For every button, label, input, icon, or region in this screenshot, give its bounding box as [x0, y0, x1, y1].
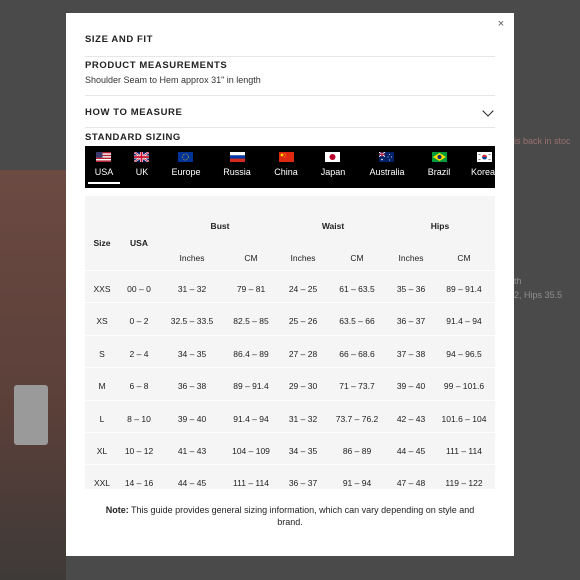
row-divider — [85, 270, 495, 271]
size-cell: XXL — [93, 478, 111, 489]
country-tab-usa[interactable] — [85, 146, 123, 188]
country-tab-brazil[interactable] — [419, 146, 459, 188]
russia-flag-icon — [230, 152, 245, 162]
table-cell: 6 – 8 — [129, 381, 149, 392]
table-cell: 44 – 45 — [177, 478, 207, 489]
unit-header: Inches — [398, 253, 424, 263]
table-cell: 41 – 43 — [177, 446, 207, 456]
country-label: Europe — [171, 167, 201, 177]
country-tab-russia[interactable] — [213, 146, 261, 188]
table-cell: 79 – 81 — [236, 284, 266, 294]
table-cell: 0 – 2 — [129, 316, 149, 327]
country-tab-china[interactable] — [263, 146, 309, 188]
note-text: This guide provides general sizing information, which can vary depending on style and brand. — [128, 505, 475, 527]
background-length-text: th — [514, 276, 522, 286]
active-underline — [88, 182, 120, 184]
table-cell: 36 – 38 — [177, 381, 207, 392]
table-cell: 99 – 101.6 — [443, 381, 485, 392]
row-divider — [85, 302, 495, 303]
size-cell: XXS — [93, 284, 111, 294]
hips-group-header: Hips — [430, 221, 450, 231]
table-cell: 31 – 32 — [288, 413, 318, 424]
country-tab-australia[interactable] — [359, 146, 415, 188]
note-label: Note: — [105, 505, 129, 515]
table-cell: 25 – 26 — [288, 316, 318, 327]
table-cell: 36 – 37 — [396, 316, 426, 327]
waist-group-header: Waist — [321, 221, 345, 231]
country-label: Australia — [369, 167, 405, 177]
table-cell: 86 – 89 — [342, 446, 372, 456]
table-cell: 39 – 40 — [396, 381, 426, 392]
table-cell: 29 – 30 — [288, 381, 318, 392]
table-cell: 42 – 43 — [396, 413, 426, 424]
table-cell: 35 – 36 — [396, 284, 426, 294]
usa-flag-icon — [96, 152, 111, 162]
country-tab-japan[interactable] — [311, 146, 355, 188]
korea-flag-icon — [477, 152, 492, 162]
table-cell: 86.4 – 89 — [233, 348, 269, 359]
country-label: Korea — [471, 167, 495, 177]
table-cell: 34 – 35 — [177, 348, 207, 359]
table-cell: 00 – 0 — [127, 284, 151, 294]
table-cell: 104 – 109 — [232, 446, 270, 456]
country-selector — [85, 146, 495, 188]
table-cell: 27 – 28 — [288, 348, 318, 359]
table-cell: 31 – 32 — [177, 284, 207, 294]
table-cell: 14 – 16 — [124, 478, 154, 489]
unit-header: Inches — [179, 253, 205, 263]
size-column-header: Size — [93, 238, 111, 248]
table-cell: 24 – 25 — [288, 284, 318, 294]
row-divider — [85, 432, 495, 433]
divider — [85, 56, 495, 57]
table-cell: 89 – 91.4 — [446, 284, 482, 294]
table-cell: 101.6 – 104 — [441, 413, 487, 424]
table-cell: 91.4 – 94 — [446, 316, 482, 327]
row-divider — [85, 464, 495, 465]
country-tab-korea[interactable] — [465, 146, 495, 188]
table-cell: 91 – 94 — [342, 478, 372, 489]
close-icon[interactable]: × — [497, 18, 505, 30]
uk-flag-icon — [134, 152, 149, 162]
size-cell: XL — [96, 446, 108, 456]
country-label: Russia — [223, 167, 251, 177]
how-to-measure-toggle[interactable] — [85, 107, 495, 118]
table-cell: 94 – 96.5 — [446, 348, 482, 359]
table-cell: 2 – 4 — [129, 348, 149, 359]
row-divider — [85, 335, 495, 336]
table-cell: 39 – 40 — [177, 413, 207, 424]
row-divider — [85, 400, 495, 401]
table-cell: 10 – 12 — [124, 446, 154, 456]
country-tab-uk[interactable] — [123, 146, 161, 188]
country-label: UK — [135, 167, 149, 177]
table-cell: 47 – 48 — [396, 478, 426, 489]
table-cell: 111 – 114 — [446, 446, 482, 456]
size-cell: L — [99, 413, 105, 424]
table-cell: 91.4 – 94 — [233, 413, 269, 424]
background-bag-image — [14, 385, 48, 445]
table-cell: 63.5 – 66 — [339, 316, 375, 327]
eu-flag-icon — [178, 152, 193, 162]
table-cell: 66 – 68.6 — [339, 348, 375, 359]
usa-column-header: USA — [130, 238, 148, 248]
divider — [85, 127, 495, 128]
country-label: Japan — [320, 167, 346, 177]
size-cell: M — [98, 381, 106, 392]
unit-header: CM — [350, 253, 364, 263]
size-fit-modal — [66, 13, 514, 556]
table-cell: 71 – 73.7 — [339, 381, 375, 392]
bust-group-header: Bust — [210, 221, 230, 231]
table-cell: 89 – 91.4 — [233, 381, 269, 392]
sizing-note — [94, 504, 486, 528]
modal-title: SIZE AND FIT — [85, 34, 154, 45]
table-cell: 37 – 38 — [396, 348, 426, 359]
unit-header: Inches — [290, 253, 316, 263]
japan-flag-icon — [325, 152, 340, 162]
size-table — [85, 196, 495, 489]
row-divider — [85, 367, 495, 368]
standard-sizing-heading: STANDARD SIZING — [85, 132, 181, 143]
table-cell: 111 – 114 — [233, 478, 269, 489]
table-cell: 61 – 63.5 — [339, 284, 375, 294]
table-cell: 119 – 122 — [445, 478, 483, 489]
product-measurements-heading: PRODUCT MEASUREMENTS — [85, 60, 228, 71]
how-to-measure-label: HOW TO MEASURE — [85, 107, 183, 118]
table-cell: 32.5 – 33.5 — [170, 316, 214, 327]
china-flag-icon — [279, 152, 294, 162]
background-stock-text: is back in stoc — [514, 136, 571, 146]
size-cell: S — [99, 348, 105, 359]
product-measurements-text: Shoulder Seam to Hem approx 31" in length — [85, 75, 261, 85]
background-product-image — [0, 170, 66, 580]
table-cell: 36 – 37 — [288, 478, 318, 489]
table-cell: 34 – 35 — [288, 446, 318, 456]
size-cell: XS — [96, 316, 108, 327]
background-hips-text: 2, Hips 35.5 — [514, 290, 563, 300]
unit-header: CM — [457, 253, 471, 263]
table-cell: 8 – 10 — [127, 413, 151, 424]
country-label: China — [274, 167, 298, 177]
country-tab-europe[interactable] — [163, 146, 209, 188]
unit-header: CM — [244, 253, 258, 263]
table-cell: 73.7 – 76.2 — [335, 413, 379, 424]
divider — [85, 95, 495, 96]
country-label: USA — [94, 167, 114, 177]
country-label: Brazil — [427, 167, 451, 177]
table-cell: 82.5 – 85 — [233, 316, 269, 327]
table-cell: 44 – 45 — [396, 446, 426, 456]
brazil-flag-icon — [432, 152, 447, 162]
australia-flag-icon — [379, 152, 394, 162]
